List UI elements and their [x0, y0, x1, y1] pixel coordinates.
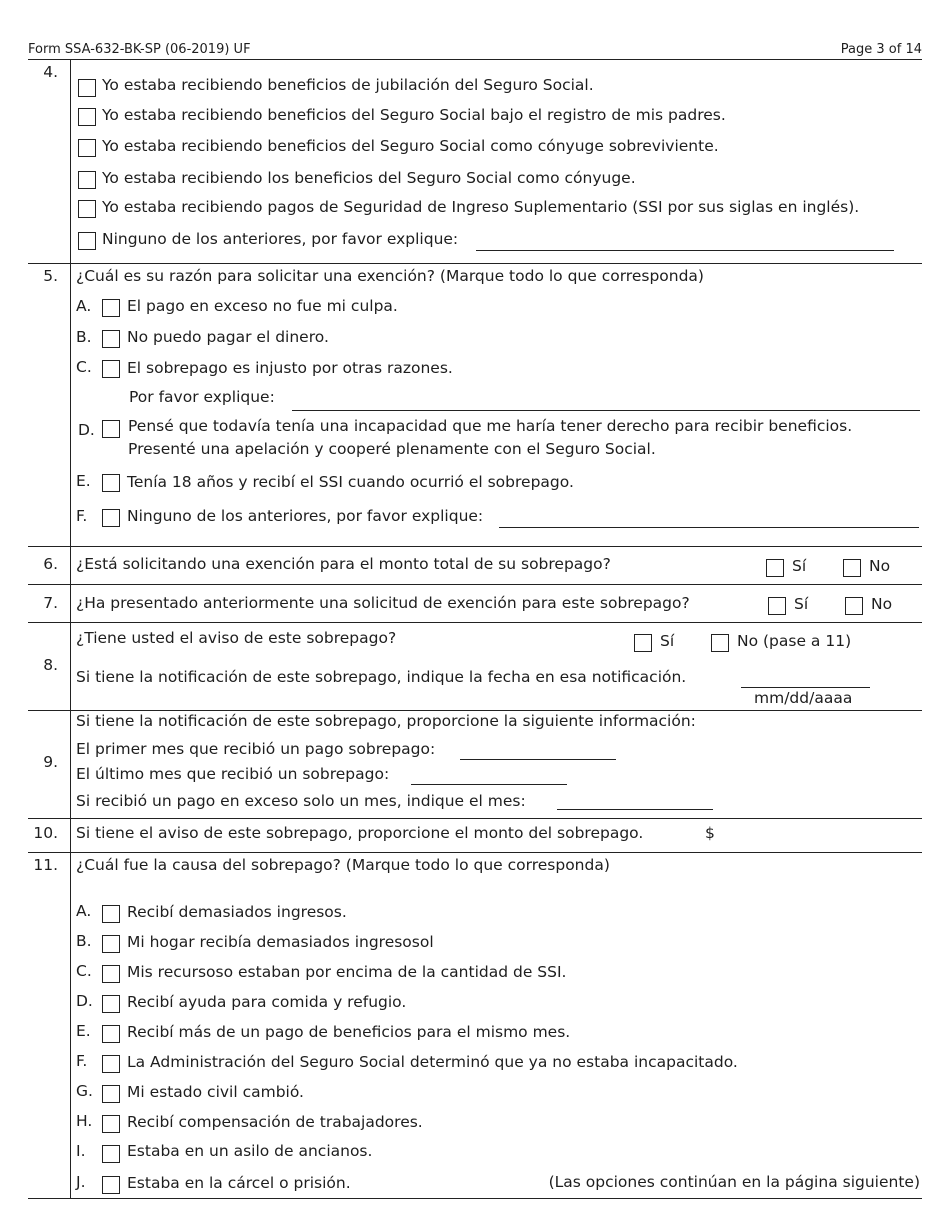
q9-first-month-field[interactable] [460, 759, 616, 760]
divider-6-7 [28, 584, 922, 585]
q11-option-label: Mi hogar recibía demasiados ingresosol [127, 933, 434, 951]
q11-option-label: Estaba en un asilo de ancianos. [127, 1142, 373, 1160]
q8-yes-checkbox[interactable] [634, 634, 652, 652]
q10-question: Si tiene el aviso de este sobrepago, proporcione el monto del sobrepago. [76, 824, 644, 842]
q4-checkbox-none[interactable] [78, 232, 96, 250]
q6-yes-label: Sí [792, 557, 807, 575]
q4-checkbox-ssi[interactable] [78, 200, 96, 218]
q5-checkbox-b[interactable] [102, 330, 120, 348]
q4-option-label: Yo estaba recibiendo beneficios del Seguro Social bajo el registro de mis padres. [102, 106, 726, 124]
question-number: 11. [33, 856, 58, 874]
q11-checkbox-d[interactable] [102, 995, 120, 1013]
question-number: 9. [43, 753, 58, 771]
q6-yes-checkbox[interactable] [766, 559, 784, 577]
divider-5-6 [28, 546, 922, 547]
q5-checkbox-c[interactable] [102, 360, 120, 378]
q11-checkbox-a[interactable] [102, 905, 120, 923]
q11-question: ¿Cuál fue la causa del sobrepago? (Marque todo lo que corresponda) [76, 856, 610, 874]
question-number: 8. [43, 656, 58, 674]
q11-checkbox-g[interactable] [102, 1085, 120, 1103]
q5-c-explain-field[interactable] [292, 410, 920, 411]
question-number: 5. [43, 267, 58, 285]
q8-yes-label: Sí [660, 632, 675, 650]
q11-option-label: Recibí ayuda para comida y refugio. [127, 993, 407, 1011]
divider-9-10 [28, 818, 922, 819]
q11-checkbox-f[interactable] [102, 1055, 120, 1073]
question-number: 10. [33, 824, 58, 842]
q4-option-label: Yo estaba recibiendo los beneficios del Seguro Social como cónyuge. [102, 169, 636, 187]
q7-yes-checkbox[interactable] [768, 597, 786, 615]
q11-option-label: Mi estado civil cambió. [127, 1083, 304, 1101]
q11-letter: F. [76, 1052, 88, 1070]
q11-option-label: Recibí compensación de trabajadores. [127, 1113, 423, 1131]
q11-checkbox-e[interactable] [102, 1025, 120, 1043]
question-number: 7. [43, 594, 58, 612]
q11-letter: J. [76, 1173, 86, 1191]
q6-question: ¿Está solicitando una exención para el monto total de su sobrepago? [76, 555, 611, 573]
q10-currency-symbol: $ [705, 824, 715, 842]
q11-option-label: Recibí más de un pago de beneficios para el mismo mes. [127, 1023, 571, 1041]
q4-option-label: Yo estaba recibiendo beneficios del Seguro Social como cónyuge sobreviviente. [102, 137, 719, 155]
q4-checkbox-surviving-spouse[interactable] [78, 139, 96, 157]
q11-letter: A. [76, 902, 92, 920]
q5-option-label: El pago en exceso no fue mi culpa. [127, 297, 398, 315]
q5-option-label: Tenía 18 años y recibí el SSI cuando ocurrió el sobrepago. [127, 473, 574, 491]
q8-date-prompt: Si tiene la notificación de este sobrepago, indique la fecha en esa notificación. [76, 668, 687, 686]
q5-explain-label: Por favor explique: [129, 388, 275, 406]
q4-option-label: Yo estaba recibiendo beneficios de jubilación del Seguro Social. [102, 76, 594, 94]
q11-letter: B. [76, 932, 92, 950]
divider-4-5 [28, 263, 922, 264]
q7-yes-label: Sí [794, 595, 809, 613]
q11-option-label: La Administración del Seguro Social determinó que ya no estaba incapacitado. [127, 1053, 738, 1071]
q9-single-month-field[interactable] [557, 809, 713, 810]
form-id: Form SSA-632-BK-SP (06-2019) UF [28, 42, 251, 57]
q5-letter: C. [76, 358, 92, 376]
q8-no-label: No (pase a 11) [737, 632, 852, 650]
divider-10-11 [28, 852, 922, 853]
q7-question: ¿Ha presentado anteriormente una solicitud de exención para este sobrepago? [76, 594, 690, 612]
q11-continue-note: (Las opciones continúan en la página siguiente) [548, 1173, 920, 1191]
q4-checkbox-retirement[interactable] [78, 79, 96, 97]
question-number: 4. [43, 63, 58, 81]
q9-last-month-field[interactable] [411, 784, 567, 785]
q11-letter: C. [76, 962, 92, 980]
q5-letter: B. [76, 328, 92, 346]
q11-checkbox-h[interactable] [102, 1115, 120, 1133]
q11-option-label: Recibí demasiados ingresos. [127, 903, 347, 921]
divider-8-9 [28, 710, 922, 711]
q5-option-label-cont: Presenté una apelación y cooperé plenamente con el Seguro Social. [128, 440, 656, 458]
q6-no-checkbox[interactable] [843, 559, 861, 577]
q5-option-label: No puedo pagar el dinero. [127, 328, 329, 346]
q5-checkbox-a[interactable] [102, 299, 120, 317]
table-top-border [28, 59, 922, 60]
q9-intro: Si tiene la notificación de este sobrepago, proporcione la siguiente información: [76, 712, 696, 730]
q4-checkbox-spouse[interactable] [78, 171, 96, 189]
q6-no-label: No [869, 557, 891, 575]
q11-letter: E. [76, 1022, 91, 1040]
q5-letter: D. [78, 421, 95, 439]
q11-checkbox-b[interactable] [102, 935, 120, 953]
q5-checkbox-d[interactable] [102, 420, 120, 438]
q8-date-field[interactable] [741, 687, 870, 688]
q5-letter: E. [76, 472, 91, 490]
q4-explain-field[interactable] [476, 250, 894, 251]
q11-checkbox-c[interactable] [102, 965, 120, 983]
divider-7-8 [28, 622, 922, 623]
page-number: Page 3 of 14 [840, 42, 922, 57]
question-number: 6. [43, 555, 58, 573]
q5-option-label: El sobrepago es injusto por otras razones. [127, 359, 453, 377]
q5-checkbox-e[interactable] [102, 474, 120, 492]
q11-option-label: Mis recursoso estaban por encima de la cantidad de SSI. [127, 963, 567, 981]
q11-checkbox-j[interactable] [102, 1176, 120, 1194]
q9-first-month-label: El primer mes que recibió un pago sobrepago: [76, 740, 436, 758]
q5-f-explain-field[interactable] [499, 527, 919, 528]
q9-single-month-label: Si recibió un pago en exceso solo un mes, indique el mes: [76, 792, 526, 810]
q11-letter: D. [76, 992, 93, 1010]
q11-letter: H. [76, 1112, 93, 1130]
q5-letter: A. [76, 297, 92, 315]
q5-checkbox-f[interactable] [102, 509, 120, 527]
q9-last-month-label: El último mes que recibió un sobrepago: [76, 765, 390, 783]
q4-checkbox-parents[interactable] [78, 108, 96, 126]
q4-option-label: Ninguno de los anteriores, por favor explique: [102, 230, 459, 248]
q11-letter: G. [76, 1082, 93, 1100]
q11-letter: I. [76, 1142, 86, 1160]
q8-no-checkbox[interactable] [711, 634, 729, 652]
q5-letter: F. [76, 507, 88, 525]
q5-option-label: Ninguno de los anteriores, por favor explique: [127, 507, 484, 525]
q5-option-label: Pensé que todavía tenía una incapacidad que me haría tener derecho para recibir beneficios. [128, 417, 853, 435]
q11-option-label: Estaba en la cárcel o prisión. [127, 1174, 351, 1192]
table-bottom-border [28, 1198, 922, 1199]
q8-question: ¿Tiene usted el aviso de este sobrepago? [76, 629, 397, 647]
number-column-divider [70, 60, 71, 1199]
q11-checkbox-i[interactable] [102, 1145, 120, 1163]
q7-no-label: No [871, 595, 893, 613]
q4-option-label: Yo estaba recibiendo pagos de Seguridad de Ingreso Suplementario (SSI por sus siglas en inglés). [102, 198, 860, 216]
q8-date-format: mm/dd/aaaa [754, 689, 853, 707]
q7-no-checkbox[interactable] [845, 597, 863, 615]
q5-question: ¿Cuál es su razón para solicitar una exención? (Marque todo lo que corresponda) [76, 267, 704, 285]
